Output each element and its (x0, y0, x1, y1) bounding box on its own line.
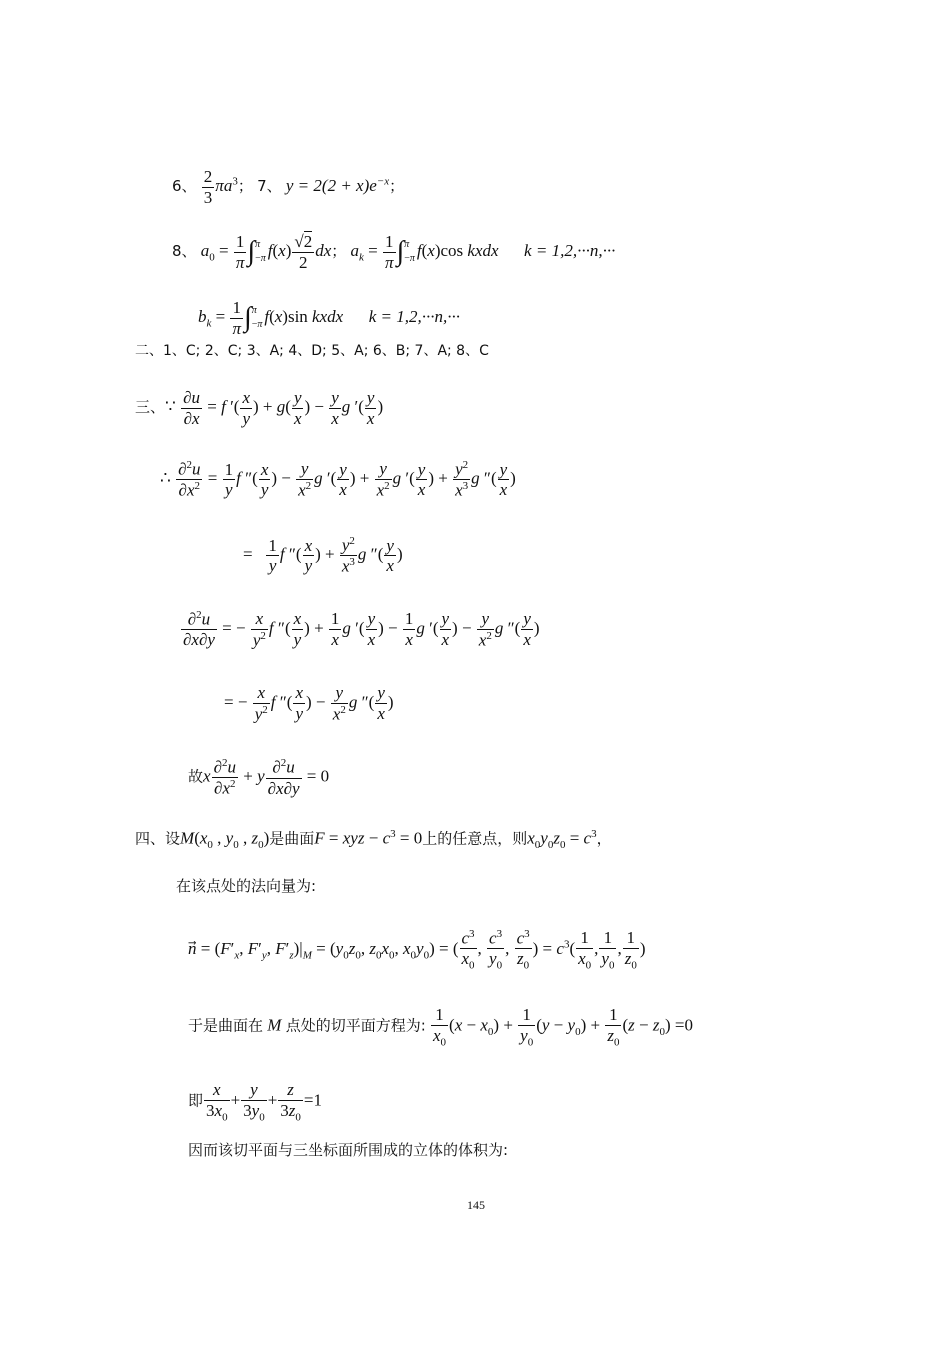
section4-label: 四、设 (135, 829, 181, 848)
page-number: 145 (467, 1198, 485, 1212)
section4-intro: 四、设$M(x_0$ , $y_0$ , $z_0$)是曲面F = xyz − $c^3 = 0$上的任意点，则$x_0y_0z_0 = c^3$， (135, 828, 612, 852)
item8-label: 8、 (172, 241, 197, 260)
intro-mid: 是曲面 (269, 829, 315, 848)
k-range-a: k = 1,2,···n,··· (524, 240, 616, 260)
tangent-plane: 于是曲面在 M 点处的切平面方程为: $\frac{1}{x_0}$ $(x - x_0)$ + $\frac{1}{y_0}$ $(y - y_0)$ + $\frac{1}{z_0}$ $(z - z_0) =0$ (188, 1005, 693, 1048)
answer-8: 8、 $a_0$ = $\frac{1}{\pi}$ ∫π −π f(x) $\frac{√2}{2}$ dx； $a_k$ = $\frac{1}{\pi}$ ∫π −π f(x)cos kxdx k = 1,2,···n,··· (172, 232, 616, 272)
section3-line2: ∴ $\frac{\partial^2u}{\partial x^2}$ = $\frac{1}{y}$ f ″( $\frac{x}{y}$ ) − $\frac{y}{x^2}$ g ′( $\frac{y}{x}$ ) + $\frac{y}{x^2}$ g ′( $\frac{y}{x}$ ) + $\frac{y^2}{x^3}$ g ″( $\frac{y}{x}$ ) (160, 459, 516, 500)
ie-label: 即 (188, 1091, 204, 1110)
section3-conclusion: 故x $\frac{\partial^2u}{\partial x^2}$ + y $\frac{\partial^2u}{\partial x\partial y}$ = 0 (188, 757, 330, 798)
intro-mid2: 上的任意点，则 (422, 829, 528, 848)
item7-formula: y = 2(2 + x)e (285, 175, 377, 195)
tangent-text-post: 点处的切平面方程为: (285, 1016, 426, 1035)
section3-line4: $\frac{\partial^2u}{\partial x\partial y}$ = − $\frac{x}{y^2}$ f ″( $\frac{x}{y}$ ) + $\frac{1}{x}$ g ′( $\frac{y}{x}$ ) − $\frac{1}{x}$ g ′( $\frac{y}{x}$ ) − $\frac{y}{x^2}$ g ″( $\frac{y}{x}$ ) (183, 609, 540, 650)
section3-label: 三、 (135, 397, 166, 416)
intercept-form: 即 $\frac{x}{3x_0}$ + $\frac{y}{3y_0}$ + $\frac{z}{3z_0}$ =1 (188, 1080, 323, 1123)
answer-6-7: 6、 $\frac{2}{3}$ $\pi a^3$； 7、 $y = 2(2 + x)e^{-x}$； (172, 167, 405, 207)
section3-line1: 三、∵ $\frac{\partial u}{\partial x}$ = f ′( $\frac{x}{y}$ ) + g( $\frac{y}{x}$ ) − $\frac{y}{x}$ g ′( $\frac{y}{x}$ ) (135, 388, 384, 428)
conclusion-prefix: 故 (188, 767, 204, 786)
section3-line3: = $\frac{1}{y}$ f ″( $\frac{x}{y}$ ) + $\frac{y^2}{x^3}$ g ″( $\frac{y}{x}$ ) (243, 535, 403, 576)
item7-exp: −x (376, 175, 390, 188)
answer-8-bk: $b_k$ = $\frac{1}{\pi}$ ∫π −π f(x)sin kxdx k = 1,2,···n,··· (198, 298, 460, 338)
normal-text: 在该点处的法向量为: (176, 877, 317, 895)
item6-label: 6、 (172, 176, 197, 195)
section2-answers: 二、1、C; 2、C; 3、A; 4、D; 5、A; 6、B; 7、A; 8、C (135, 343, 489, 359)
volume-text: 因而该切平面与三坐标面所围成的立体的体积为: (188, 1141, 509, 1159)
section3-line5: = − $\frac{x}{y^2}$ f ″( $\frac{x}{y}$ ) − $\frac{y}{x^2}$ g ″( $\frac{y}{x}$ ) (224, 683, 394, 724)
k-range-b: k = 1,2,···n,··· (368, 306, 460, 326)
normal-vector: n⃗ = ($F'_x$, $F'_y$, $F'_z)|_M = (y_0z_0$, $z_0x_0$, $x_0y_0$) = ( $\frac{c^3}{x_0}$ , $\frac{c^3}{y_0}$ , $\frac{c^3}{z_0}$ ) = $c^3$( $\frac{1}{x_0}$ , $\frac{1}{y_0}$ , $\frac{1}{z_0}$ ) (188, 928, 646, 972)
tangent-text-pre: 于是曲面在 (188, 1016, 264, 1035)
item7-label: 7、 (257, 176, 282, 195)
